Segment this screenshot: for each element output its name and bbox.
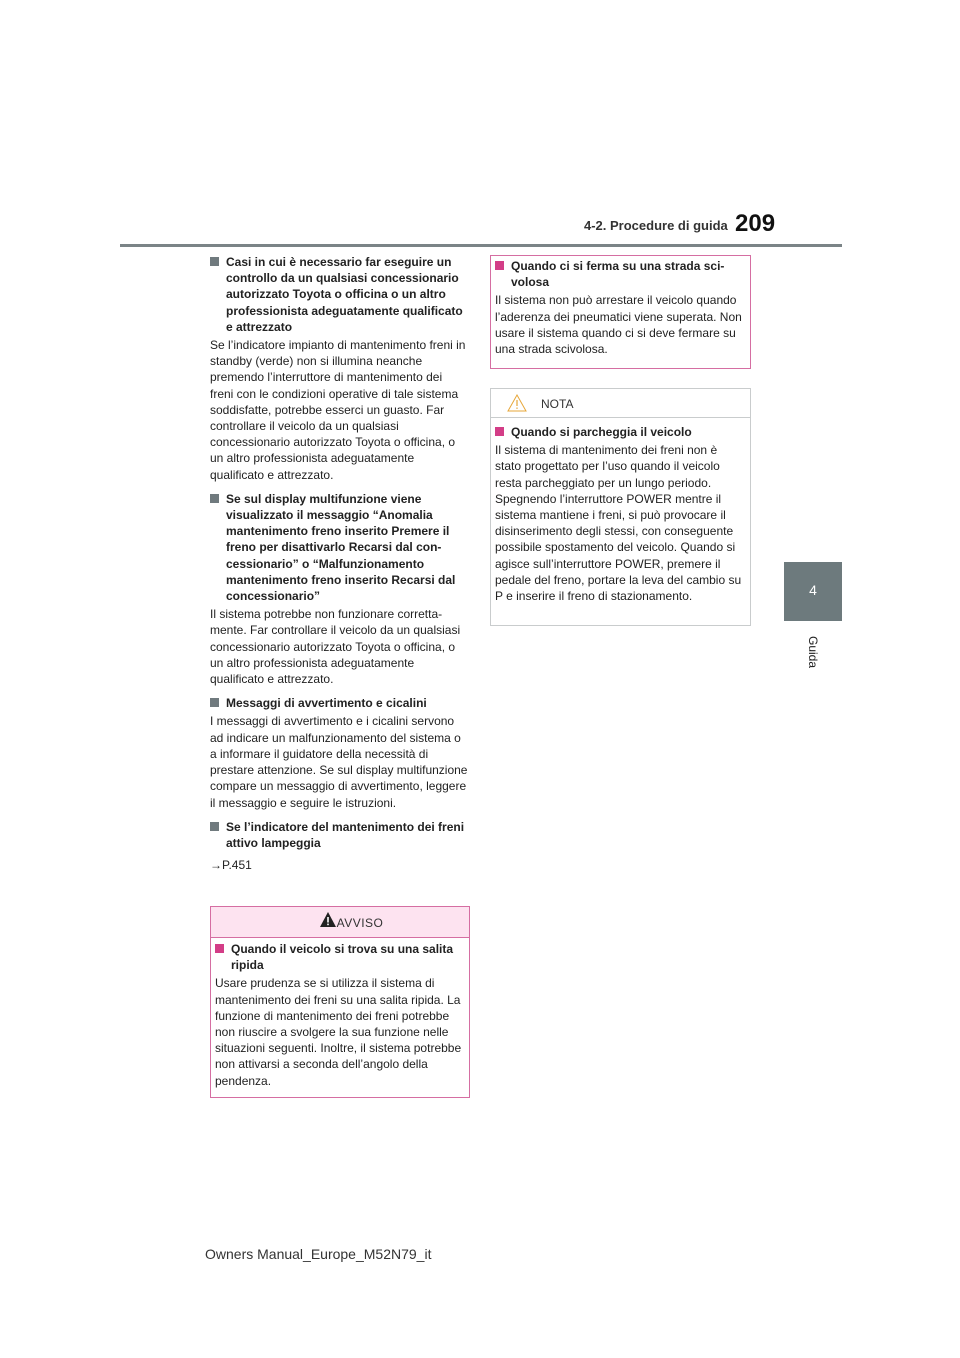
heading-text: Casi in cui è necessario far eseguire un controllo da un qualsiasi concessionario autorizzato Toyota o officina o un altro professionista adeguatamente qualificato e attrezzato — [226, 255, 463, 334]
square-bullet-icon — [495, 427, 504, 436]
heading-text: Quando ci si ferma su una strada scivolosa — [511, 259, 725, 290]
header-rule — [120, 244, 842, 247]
heading-text: Quando il veicolo si trova su una salita ripida — [231, 942, 454, 973]
nota-content — [491, 418, 750, 604]
slippery-road-heading — [495, 258, 744, 290]
section-body: I messaggi di avvertimento e i cicalini servono ad indicare un malfunzionamento del sistema o a informare il guidatore della necessità di prestare attenzione. Se sul display multifunzione compare un messaggio di avvertimento, leggere il messaggio e seguire le istruzioni. — [210, 714, 468, 810]
avviso-content — [211, 938, 469, 1089]
section-heading — [210, 491, 468, 604]
square-bullet-icon — [210, 698, 219, 707]
chapter-tab — [784, 562, 842, 621]
nota-box — [490, 388, 751, 626]
section-heading — [210, 819, 468, 851]
avviso-body: Usare prudenza se si utilizza il sistema di mantenimento dei freni su una salita ripida. La funzione di mantenimento dei freni potrebbe non riuscire a svolgere la sua funzione nelle situazioni seguenti. Inoltre, il sistema potrebbe non attivarsi a seconda dell’angolo della pendenza. — [215, 976, 462, 1088]
chapter-label — [786, 630, 840, 690]
section-body: Il sistema potrebbe non funzionare correttamente. Far controllare il veicolo da un qualsiasi concessionario autorizzato Toyota o officina, o un altro professionista adeguatamente qualificato e attrezzato. — [210, 607, 461, 687]
slippery-road-content — [491, 256, 750, 357]
chapter-tab-number: 4 — [809, 582, 817, 598]
slippery-road-body: Il sistema non può arrestare il veicolo quando l’aderenza dei pneumatici viene superata. Non usare il sistema quando ci si deve fermare su una strada scivolosa. — [495, 293, 742, 357]
heading-text: Quando si parcheggia il veicolo — [511, 425, 692, 439]
page-reference-link[interactable]: →P.451 — [210, 858, 252, 873]
square-bullet-icon — [210, 822, 219, 831]
avviso-title-bar — [211, 907, 469, 938]
avviso-title: AVVISO — [336, 916, 384, 930]
section-heading — [210, 695, 468, 711]
heading-text: Se sul display multifunzione viene visualizzato il messaggio “Anomalia mantenimento freno inserito Premere il freno per disattivarlo Recarsi dal concessionario” o “Malfunzionamento mantenimento freno inserito Recarsi dal concessionario” — [226, 491, 456, 604]
square-bullet-icon — [215, 944, 224, 953]
square-bullet-icon — [495, 261, 504, 270]
section-heading — [210, 254, 468, 335]
nota-heading — [495, 424, 744, 440]
section-body: Se l’indicatore impianto di mantenimento freni in standby (verde) non si illumina neanche premendo l’interruttore di mantenimento dei freni con le condizioni operative di tale sistema soddisfatte, potrebbe esserci un guasto. Far controllare il veicolo da un qualsiasi concessionario autorizzato Toyota o officina, o un altro professionista adeguatamente qualificato e attrezzato. — [210, 338, 466, 482]
avviso-heading — [215, 941, 463, 973]
footer-doc-id: Owners Manual_Europe_M52N79_it — [205, 1246, 432, 1262]
nota-title: NOTA — [541, 397, 574, 411]
left-column — [210, 254, 468, 873]
square-bullet-icon — [210, 494, 219, 503]
chapter-label-text: Guida — [806, 635, 820, 669]
header-section-title: 4-2. Procedure di guida — [584, 218, 728, 233]
avviso-warning-box — [210, 906, 470, 1098]
nota-body: Il sistema di mantenimento dei freni non è stato progettato per l’uso quando il veicolo resta parcheggiato per un lungo periodo. Spegnendo l’interruttore POWER mentre il sistema mantiene i freni, si può provocare il disinserimento degli stessi, con conseguente possibile spostamento del veicolo. Quando si agisce sull’interruttore POWER, premere il pedale del freno, portare la leva del cambio su P e inserire il freno di stazionamento. — [495, 443, 742, 604]
slippery-road-box — [490, 255, 751, 369]
heading-text: Se l’indicatore del mantenimento dei freni attivo lampeggia — [226, 819, 465, 850]
caution-triangle-icon — [507, 394, 527, 412]
square-bullet-icon — [210, 257, 219, 266]
page-number: 209 — [735, 210, 776, 237]
heading-text: Messaggi di avvertimento e cicalini — [226, 696, 427, 711]
nota-title-bar — [491, 389, 750, 418]
